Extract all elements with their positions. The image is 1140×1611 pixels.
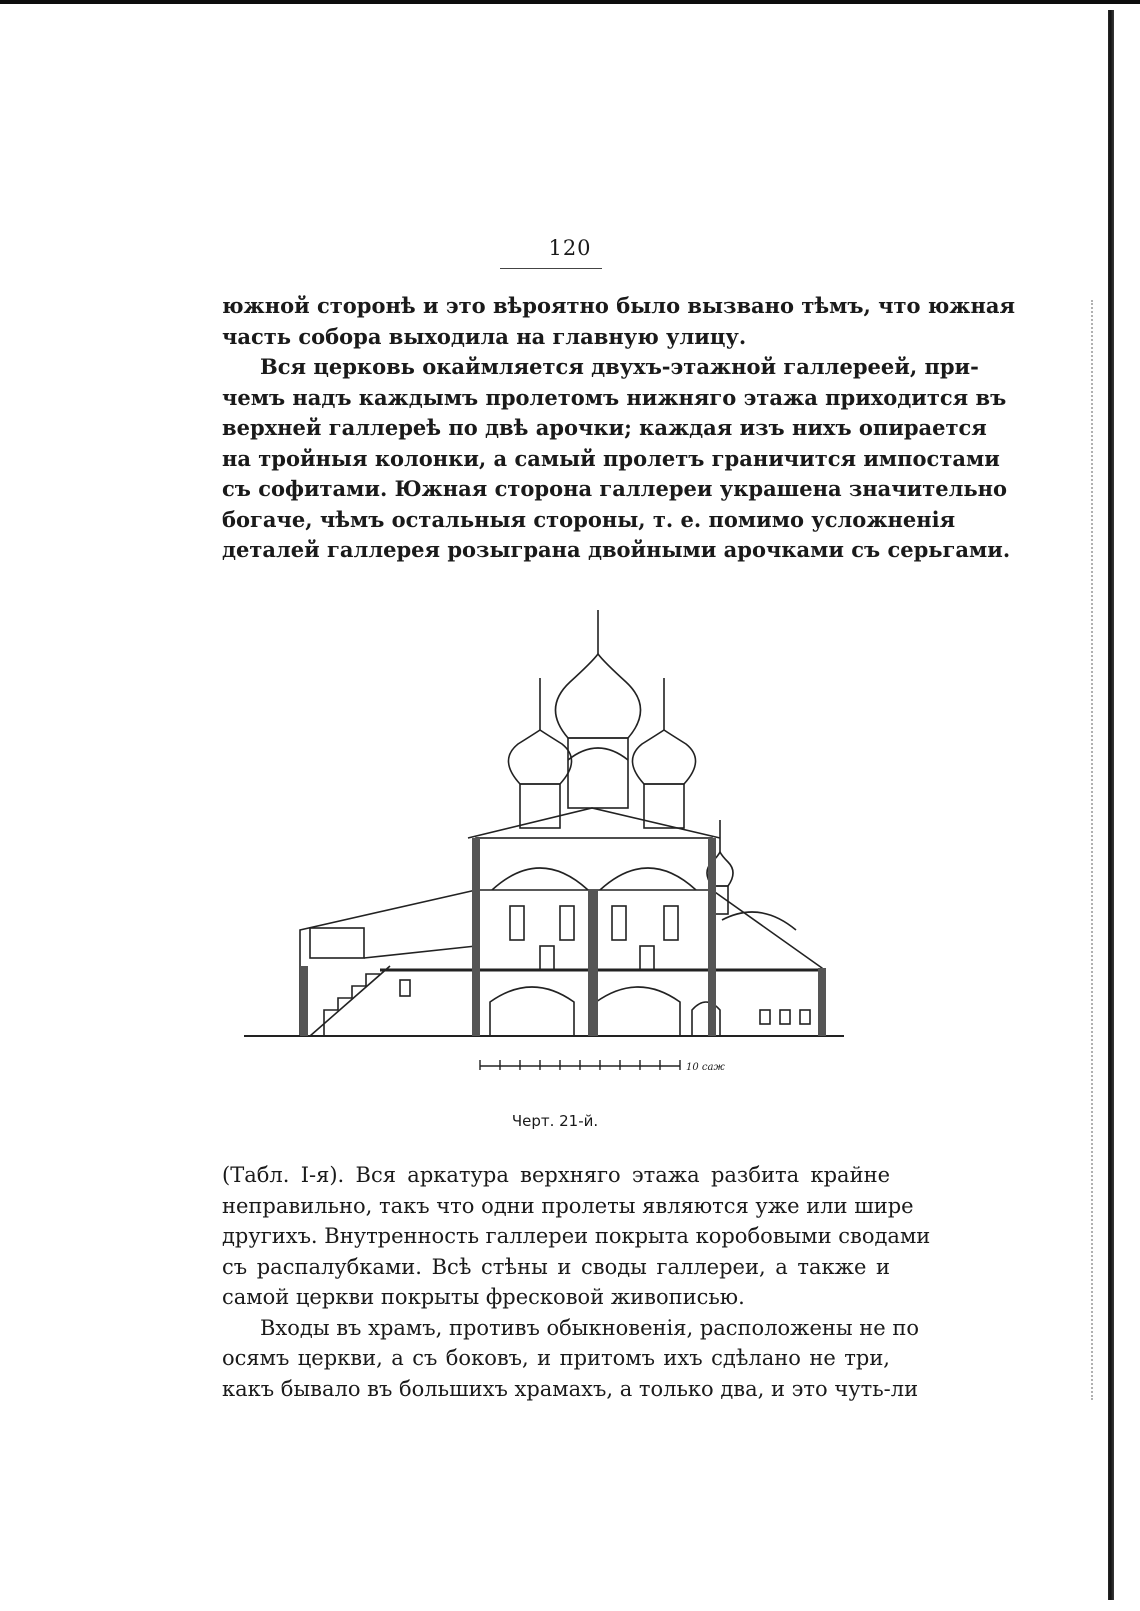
scan-noise <box>1091 300 1096 1400</box>
bottom-paragraphs <box>222 1160 931 1404</box>
text-line: съ софитами. Южная сторона галлереи украшена значительно <box>222 476 1008 501</box>
text-line: (Табл. I-я). Вся аркатура верхняго этажа разбита крайне <box>222 1163 890 1187</box>
scale-label: 10 саж <box>686 1062 725 1073</box>
text-line: неправильно, такъ что одни пролеты являются уже или шире <box>222 1193 914 1218</box>
text-line: южной сторонѣ и это вѣроятно было вызвано тѣмъ, что южная <box>222 293 1016 318</box>
text-line: верхней галлереѣ по двѣ арочки; каждая изъ нихъ опирается <box>222 415 987 440</box>
text-line: чемъ надъ каждымъ пролетомъ нижняго этажа приходится въ <box>222 384 1007 410</box>
text-line: съ распалубками. Всѣ стѣны и своды галлереи, а также и <box>222 1254 890 1279</box>
text-line: часть собора выходила на главную улицу. <box>222 323 747 349</box>
page-number-rule <box>500 268 602 270</box>
text-line: какъ бывало въ большихъ храмахъ, а только два, и это чуть-ли <box>222 1376 919 1401</box>
text-line: осямъ церкви, а съ боковъ, и притомъ ихъ сдѣлано не три, <box>222 1346 890 1370</box>
text-line: на тройныя колонки, а самый пролетъ граничится импостами <box>222 445 1000 471</box>
text-line: самой церкви покрыты фресковой живописью. <box>222 1285 745 1309</box>
top-paragraphs <box>222 291 1016 566</box>
cathedral-section-drawing <box>240 590 872 1120</box>
text-line: другихъ. Внутренность галлереи покрыта коробовыми сводами <box>222 1224 931 1248</box>
scan-top-edge <box>0 0 1140 4</box>
text-line: Вся церковь окаймляется двухъ-этажной галлереей, при- <box>260 354 979 379</box>
figure-caption: Черт. 21-й. <box>511 1112 599 1130</box>
page-number: 120 <box>548 236 592 260</box>
text-line: деталей галлерея розыграна двойными арочками съ серьгами. <box>222 537 1011 562</box>
text-line: Входы въ храмъ, противъ обыкновенія, расположены не по <box>260 1315 920 1340</box>
text-line: богаче, чѣмъ остальныя стороны, т. е. помимо усложненія <box>222 506 956 532</box>
